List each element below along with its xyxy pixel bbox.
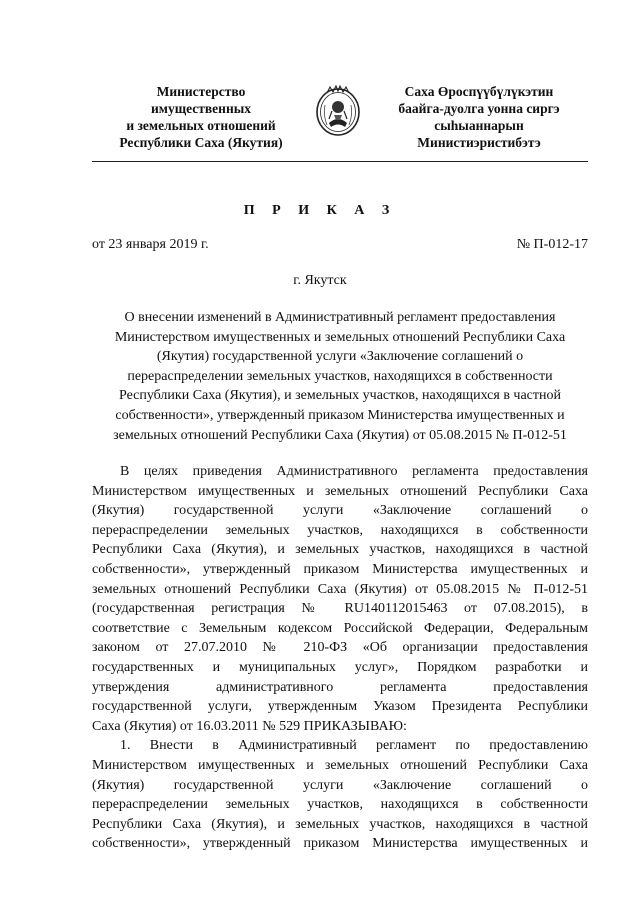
- document-date: от 23 января 2019 г.: [92, 237, 209, 252]
- ministry-name-line: Республики Саха (Якутия): [119, 135, 283, 150]
- document-number: № П-012-17: [516, 237, 588, 252]
- body-line: законом от 27.07.2010 № 210-ФЗ «Об организации предоставления: [92, 640, 588, 656]
- subject-line: собственности», утвержденный приказом Министерства имущественных и: [115, 407, 565, 423]
- ministry-name-russian: [96, 83, 306, 151]
- subject-line: О внесении изменений в Административный регламент предоставления: [124, 310, 556, 325]
- ministry-name-line: Саха Өроспүүбүлүкэтин: [404, 84, 554, 99]
- coat-of-arms-emblem-icon: [315, 85, 361, 137]
- letterhead: [92, 83, 588, 163]
- body-line: Саха (Якутия) от 16.03.2011 № 529 ПРИКАЗЫВАЮ:: [92, 718, 407, 734]
- subject-line: Министерством имущественных и земельных отношений Республики Саха: [114, 329, 566, 345]
- body-line: утверждения административного регламента предоставления: [92, 679, 588, 695]
- body-line: земельных отношений Республики Саха (Якутия) от 05.08.2015 № П-012-51: [92, 581, 588, 597]
- ministry-name-line: и земельных отношений: [126, 118, 276, 133]
- body-line: В целях приведения Административного регламента предоставления: [120, 464, 588, 479]
- ministry-name-line: Министиэристибэтэ: [417, 135, 541, 150]
- body-line: (государственная регистрация № RU140112015463 от 07.08.2015), в: [92, 601, 588, 617]
- document-city: г. Якутск: [293, 273, 347, 288]
- ministry-name-yakut: [374, 83, 584, 151]
- body-line: Министерством имущественных и земельных отношений Республики Саха: [92, 483, 588, 499]
- body-line: государственных и муниципальных услуг», Порядком разработки и: [92, 659, 588, 675]
- subject-line: Республики Саха (Якутия), и земельных участков, находящихся в частной: [118, 388, 562, 404]
- subject-line: (Якутия) государственной услуги «Заключение соглашений о: [156, 349, 524, 365]
- body-line: (Якутия) государственной услуги «Заключение соглашений о: [92, 503, 588, 519]
- body-line: Министерством имущественных и земельных отношений Республики Саха: [92, 757, 588, 773]
- body-line: Республики Саха (Якутия), и земельных участков, находящихся в частной: [92, 542, 588, 558]
- body-line: перераспределении земельных участков, находящихся в собственности: [92, 522, 588, 538]
- document-body: [92, 462, 588, 854]
- body-line: (Якутия) государственной услуги «Заключение соглашений о: [92, 777, 588, 793]
- body-line: Республики Саха (Якутия), и земельных участков, находящихся в частной: [92, 816, 588, 832]
- body-line: государственной услуги, утвержденным Указом Президента Республики: [92, 699, 588, 715]
- subject-line: перераспределении земельных участков, находящихся в собственности: [127, 368, 553, 384]
- subject-line: земельных отношений Республики Саха (Якутия) от 05.08.2015 № П-012-51: [113, 427, 567, 443]
- ministry-name-line: имущественных: [150, 101, 252, 116]
- body-line: собственности», утвержденный приказом Министерства имущественных и: [92, 836, 588, 852]
- ministry-name-line: Министерство: [156, 84, 246, 99]
- body-line: соответствие с Земельным кодексом Российской Федерации, Федеральным: [92, 620, 588, 636]
- document-subject: [92, 308, 588, 445]
- ministry-name-line: баайга-дуолга уонна сиргэ: [398, 101, 560, 116]
- body-line: собственности», утвержденный приказом Министерства имущественных и: [92, 561, 588, 577]
- letterhead-divider: [92, 161, 588, 162]
- document-title: П Р И К А З: [243, 203, 397, 218]
- body-line: 1. Внести в Административный регламент по предоставлению: [120, 738, 588, 754]
- body-line: перераспределении земельных участков, находящихся в собственности: [92, 797, 588, 813]
- ministry-name-line: сыһыаннарын: [434, 118, 524, 133]
